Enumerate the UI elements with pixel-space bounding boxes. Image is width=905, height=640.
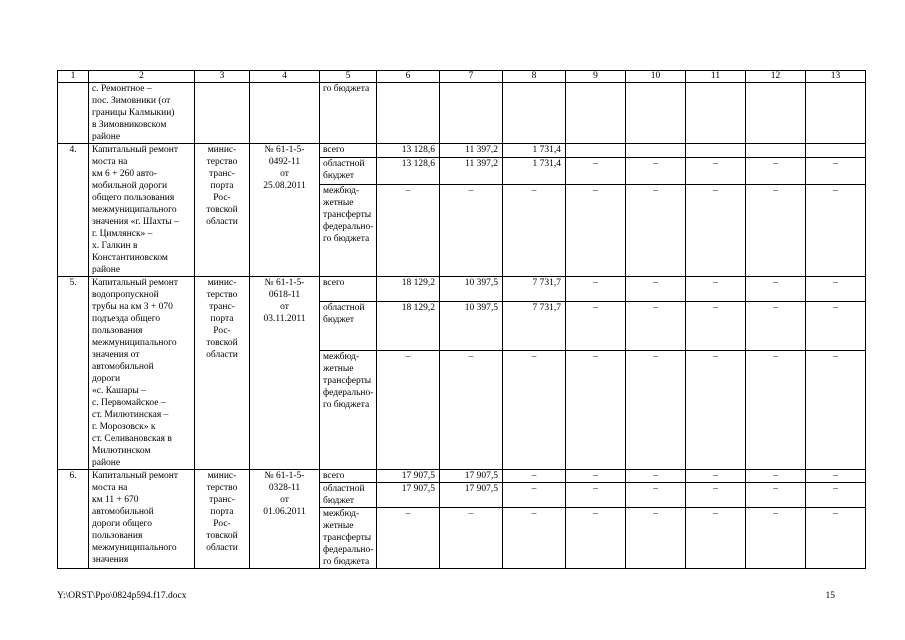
value-cell: – — [566, 157, 626, 184]
value-cell: – — [503, 184, 566, 276]
value-cell: 11 397,2 — [440, 157, 503, 184]
funding-source: всего — [320, 277, 377, 302]
expertise-document: № 61-1-5- 0328-11 от 01.06.2011 — [250, 470, 320, 569]
value-cell: – — [806, 508, 866, 569]
value-cell: – — [686, 184, 746, 276]
col-header-7: 7 — [440, 71, 503, 83]
value-cell: – — [626, 470, 686, 483]
col-header-9: 9 — [566, 71, 626, 83]
value-cell: 11 397,2 — [440, 144, 503, 158]
expertise-document: № 61-1-5- 0618-11 от 03.11.2011 — [250, 277, 320, 470]
value-cell: – — [686, 157, 746, 184]
value-cell: – — [626, 277, 686, 302]
value-cell: – — [377, 351, 440, 470]
value-cell: 13 128,6 — [377, 157, 440, 184]
value-cell: – — [377, 508, 440, 569]
value-cell: – — [566, 508, 626, 569]
value-cell: 17 907,5 — [377, 470, 440, 483]
col-header-12: 12 — [746, 71, 806, 83]
value-cell: 17 907,5 — [440, 470, 503, 483]
value-cell: – — [686, 351, 746, 470]
value-cell: – — [503, 470, 566, 483]
value-cell: – — [626, 508, 686, 569]
continuation-row — [58, 83, 866, 144]
funding-source: областной бюджет — [320, 483, 377, 508]
value-cell: – — [746, 157, 806, 184]
value-cell: – — [566, 184, 626, 276]
value-cell — [806, 144, 866, 158]
col-header-13: 13 — [806, 71, 866, 83]
value-cell: – — [440, 508, 503, 569]
col-header-4: 4 — [250, 71, 320, 83]
funding-source: всего — [320, 470, 377, 483]
value-cell: – — [566, 470, 626, 483]
value-cell: – — [746, 302, 806, 351]
value-cell: – — [566, 277, 626, 302]
value-cell — [746, 144, 806, 158]
value-cell: 10 397,5 — [440, 277, 503, 302]
value-cell: – — [746, 351, 806, 470]
value-cell: – — [686, 508, 746, 569]
customer: минис- терство транс- порта Рос- товской области — [195, 144, 250, 277]
value-cell: 1 731,4 — [503, 144, 566, 158]
col-header-6: 6 — [377, 71, 440, 83]
value-cell: – — [626, 483, 686, 508]
col-header-2: 2 — [89, 71, 195, 83]
funding-source: го бюджета — [320, 83, 377, 144]
value-cell: – — [440, 184, 503, 276]
object-description: Капитальный ремонт водопропускной трубы на км 3 + 070 подъезда общего пользования межмуниципального значения от автомобильной дороги «с. Кашары – с. Первомайское – ст. Милютинская – г. Морозовск» к ст. Селивановская в Милютинском районе — [89, 277, 195, 470]
row-number: 4. — [58, 144, 89, 277]
funding-source: областной бюджет — [320, 157, 377, 184]
value-cell: – — [806, 470, 866, 483]
funding-source: межбюд- жетные трансферты федерально- го бюджета — [320, 351, 377, 470]
value-cell: 7 731,7 — [503, 302, 566, 351]
value-cell: 17 907,5 — [377, 483, 440, 508]
value-cell: – — [626, 351, 686, 470]
value-cell: – — [566, 351, 626, 470]
document-file-path: Y:\ORST\Ppo\0824p594.f17.docx — [57, 591, 187, 601]
value-cell: – — [806, 483, 866, 508]
page-number: 15 — [825, 591, 835, 601]
funding-source: межбюд- жетные трансферты федерально- го бюджета — [320, 508, 377, 569]
value-cell: – — [746, 483, 806, 508]
value-cell: – — [626, 302, 686, 351]
object-description: Капитальный ремонт моста на км 11 + 670 автомобильной дороги общего пользования межмуниципального значения — [89, 470, 195, 569]
value-cell: – — [806, 351, 866, 470]
col-header-5: 5 — [320, 71, 377, 83]
table-row — [58, 470, 866, 483]
value-cell: – — [686, 470, 746, 483]
customer: минис- терство транс- порта Рос- товской области — [195, 470, 250, 569]
value-cell: 10 397,5 — [440, 302, 503, 351]
column-number-row — [58, 71, 866, 83]
object-description: с. Ремонтное – пос. Зимовники (от границы Калмыкии) в Зимовниковском районе — [89, 83, 195, 144]
funding-source: областной бюджет — [320, 302, 377, 351]
value-cell: – — [686, 302, 746, 351]
value-cell: – — [503, 351, 566, 470]
value-cell: – — [566, 302, 626, 351]
funding-source: всего — [320, 144, 377, 158]
value-cell: – — [377, 184, 440, 276]
value-cell: – — [686, 277, 746, 302]
value-cell: – — [626, 184, 686, 276]
col-header-3: 3 — [195, 71, 250, 83]
funding-source: межбюд- жетные трансферты федерально- го бюджета — [320, 184, 377, 276]
value-cell — [626, 144, 686, 158]
value-cell: 13 128,6 — [377, 144, 440, 158]
value-cell: – — [686, 483, 746, 508]
value-cell: 18 129,2 — [377, 302, 440, 351]
value-cell: 18 129,2 — [377, 277, 440, 302]
col-header-10: 10 — [626, 71, 686, 83]
col-header-11: 11 — [686, 71, 746, 83]
value-cell: 7 731,7 — [503, 277, 566, 302]
value-cell: – — [503, 508, 566, 569]
value-cell: 1 731,4 — [503, 157, 566, 184]
value-cell: – — [746, 470, 806, 483]
row-number: 6. — [58, 470, 89, 569]
value-cell: – — [746, 184, 806, 276]
value-cell: – — [503, 483, 566, 508]
value-cell: – — [440, 351, 503, 470]
object-description: Капитальный ремонт моста на км 6 + 260 авто- мобильной дороги общего пользования межмуниципального значения «г. Шахты – г. Цимлянск» – х. Галкин в Константиновском районе — [89, 144, 195, 277]
budget-table — [57, 70, 866, 569]
value-cell: – — [806, 277, 866, 302]
value-cell: – — [806, 157, 866, 184]
value-cell: – — [626, 157, 686, 184]
table-row — [58, 144, 866, 158]
col-header-1: 1 — [58, 71, 89, 83]
value-cell: – — [746, 277, 806, 302]
value-cell — [686, 144, 746, 158]
expertise-document: № 61-1-5- 0492-11 от 25.08.2011 — [250, 144, 320, 277]
value-cell: – — [806, 302, 866, 351]
table-row — [58, 277, 866, 302]
value-cell: 17 907,5 — [440, 483, 503, 508]
col-header-8: 8 — [503, 71, 566, 83]
value-cell: – — [746, 508, 806, 569]
value-cell: – — [566, 483, 626, 508]
customer: минис- терство транс- порта Рос- товской области — [195, 277, 250, 470]
value-cell: – — [806, 184, 866, 276]
row-number: 5. — [58, 277, 89, 470]
value-cell — [566, 144, 626, 158]
